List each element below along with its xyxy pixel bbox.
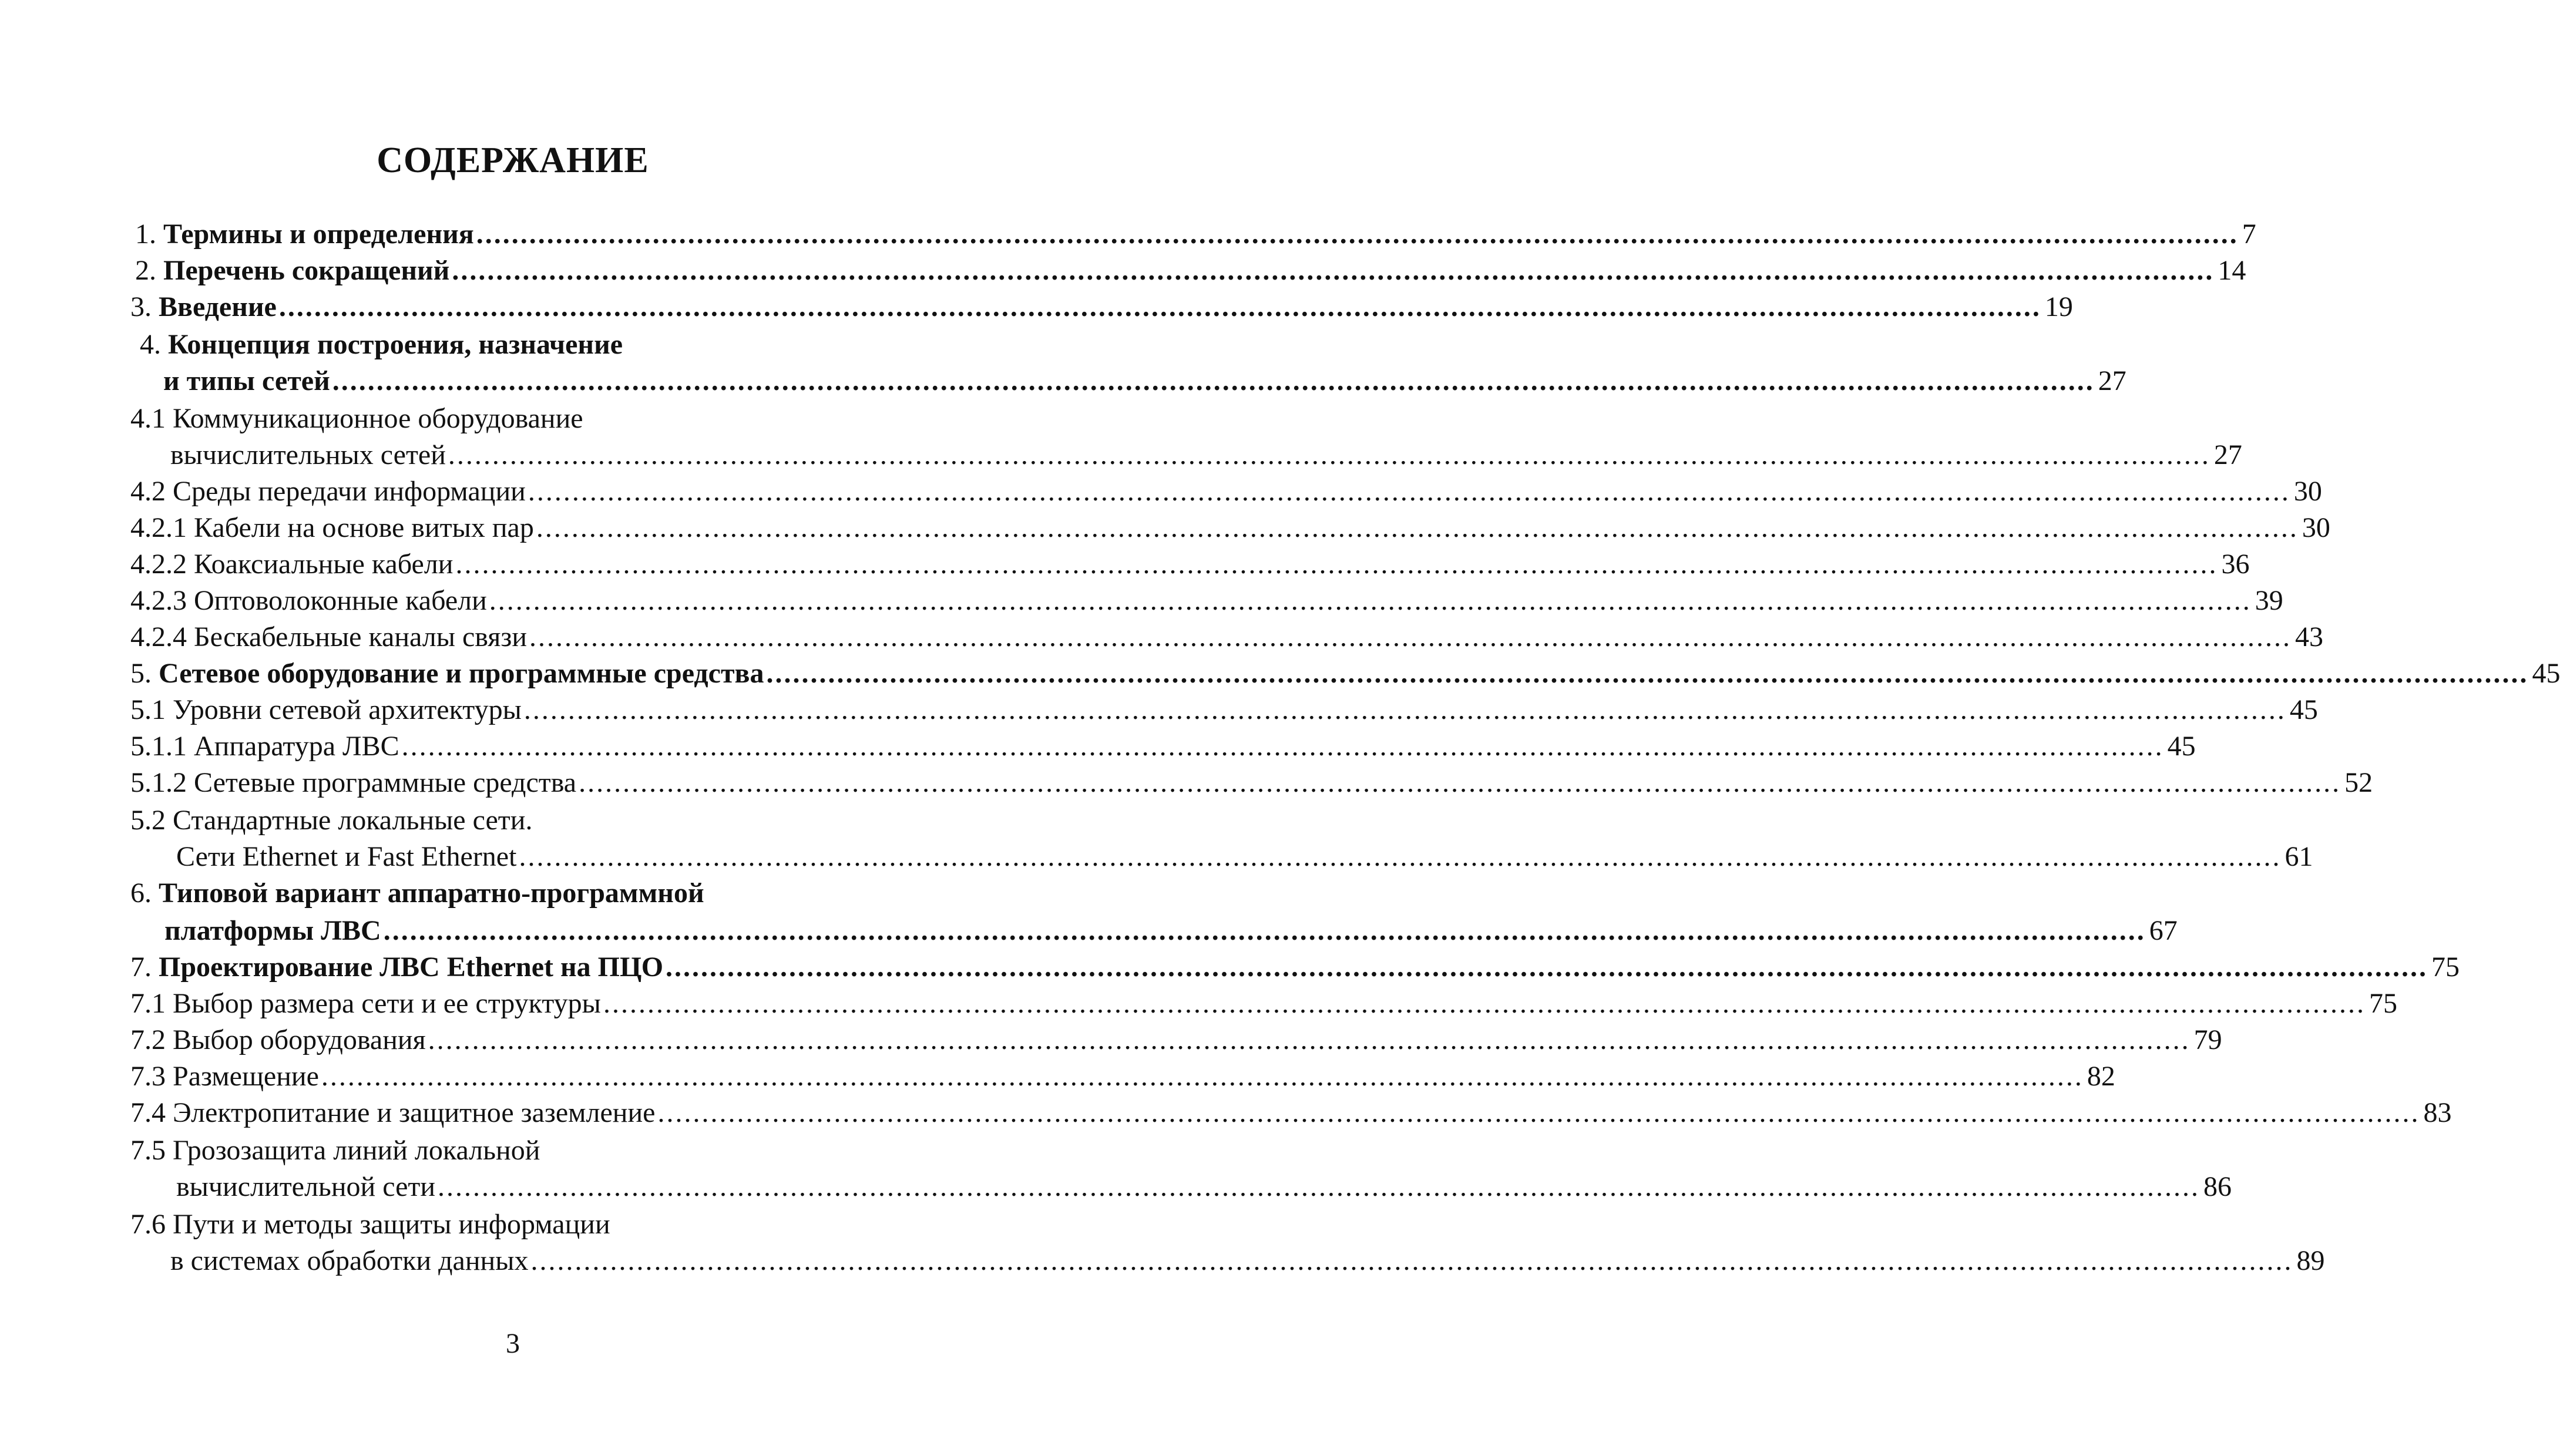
toc-entry-text: Пути и методы защиты информации: [173, 1209, 610, 1240]
toc-entry: [130, 1206, 610, 1243]
toc-entry: [130, 802, 532, 839]
page-number: 3: [506, 1328, 520, 1359]
toc-entry-page: 67: [2149, 915, 2178, 946]
toc-entry-number: 4.2: [130, 476, 173, 507]
dot-leader: ........................................................................................................................................................................................................: [332, 365, 2095, 396]
toc-entry-text: Коаксиальные кабели: [194, 549, 453, 580]
dot-leader: ........................................................................................................................................................................................................: [603, 988, 2366, 1019]
dot-leader: ........................................................................................................................................................................................................: [452, 255, 2215, 286]
toc-entry-text: вычислительных сетей: [170, 439, 446, 470]
toc-entry-text: Перечень сокращений: [163, 255, 450, 286]
toc-entry-page: 52: [2344, 767, 2373, 798]
toc-entry-page: 7: [2242, 218, 2256, 250]
toc-entry: [170, 437, 2242, 473]
toc-entry-text: Стандартные локальные сети.: [173, 805, 533, 836]
toc-entry-title: [170, 1243, 528, 1279]
toc-entry-title: [164, 913, 381, 949]
toc-entry: [130, 1132, 540, 1169]
toc-entry-title: [130, 546, 453, 583]
toc-entry-text: Грозозащита линий локальной: [173, 1135, 540, 1166]
toc-entry-number: 7.3: [130, 1061, 173, 1092]
toc-entry-number: 3.: [130, 291, 159, 322]
toc-entry-text: в системах обработки данных: [170, 1245, 529, 1276]
toc-entry: [164, 913, 2178, 949]
toc-entry-title: [140, 327, 623, 363]
toc-entry: [130, 546, 2250, 583]
toc-entry: [176, 1169, 2232, 1205]
toc-entry-title: [130, 875, 704, 912]
toc-entry: [130, 728, 2196, 765]
toc-entry-title: [163, 363, 330, 399]
toc-entry-title: [135, 216, 474, 253]
toc-entry-title: [130, 986, 601, 1022]
toc-entry: [176, 839, 2313, 875]
dot-leader: ........................................................................................................................................................................................................: [657, 1097, 2420, 1128]
toc-entry-number: 4.2.2: [130, 549, 194, 580]
toc-entry-number: 7.1: [130, 988, 173, 1019]
toc-entry-text: Коммуникационное оборудование: [173, 403, 583, 434]
toc-entry-title: [130, 583, 487, 619]
toc-entry-page: 82: [2087, 1061, 2115, 1092]
toc-entry-title: [135, 253, 449, 289]
toc-entry-page: 45: [2289, 694, 2318, 725]
dot-leader: ........................................................................................................................................................................................................: [489, 585, 2252, 616]
toc-entry-number: 5.1.2: [130, 767, 194, 798]
dot-leader: ........................................................................................................................................................................................................: [383, 915, 2146, 946]
dot-leader: ........................................................................................................................................................................................................: [528, 476, 2290, 507]
toc-entry-number: 5.1: [130, 694, 173, 725]
toc-entry-page: 30: [2302, 512, 2330, 543]
toc-entry-number: 4.2.3: [130, 585, 194, 616]
toc-entry: [140, 327, 623, 363]
toc-entry-text: Сетевое оборудование и программные средства: [159, 658, 764, 689]
toc-entry-text: Аппаратура ЛВС: [194, 731, 399, 762]
dot-leader: ........................................................................................................................................................................................................: [519, 841, 2282, 872]
toc-entry: [130, 583, 2283, 619]
toc-entry: [130, 949, 2460, 986]
toc-entry-title: [130, 510, 534, 546]
toc-entry-title: [130, 619, 527, 655]
toc-entry-text: Бескабельные каналы связи: [194, 621, 528, 653]
toc-entry-number: 5.: [130, 658, 159, 689]
toc-entry: [130, 986, 2397, 1022]
page-title: СОДЕРЖАНИЕ: [377, 140, 649, 180]
toc-entry-page: 19: [2044, 291, 2073, 322]
dot-leader: ........................................................................................................................................................................................................: [278, 291, 2041, 322]
toc-entry-title: [130, 1022, 426, 1058]
toc-entry-page: 75: [2368, 988, 2397, 1019]
toc-entry-page: 14: [2218, 255, 2246, 286]
toc-entry-number: 2.: [135, 255, 163, 286]
toc-entry-text: Типовой вариант аппаратно-программной: [159, 877, 704, 909]
toc-entry-title: [130, 1132, 540, 1169]
toc-entry-text: Сети Ethernet и Fast Ethernet: [176, 841, 517, 872]
dot-leader: ........................................................................................................................................................................................................: [428, 1024, 2191, 1055]
toc-entry-page: 61: [2284, 841, 2313, 872]
toc-entry-page: 45: [2532, 658, 2560, 689]
toc-entry: [130, 1095, 2452, 1131]
toc-entry-text: Концепция построения, назначение: [168, 329, 623, 360]
toc-entry-number: 6.: [130, 877, 159, 909]
toc-entry: [130, 619, 2324, 655]
dot-leader: ........................................................................................................................................................................................................: [476, 218, 2239, 250]
dot-leader: ........................................................................................................................................................................................................: [766, 658, 2529, 689]
dot-leader: ........................................................................................................................................................................................................: [579, 767, 2341, 798]
toc-entry-number: 7.: [130, 951, 159, 983]
dot-leader: ........................................................................................................................................................................................................: [666, 951, 2428, 983]
toc-entry-text: Выбор оборудования: [173, 1024, 426, 1055]
toc-entry-text: платформы ЛВС: [164, 915, 381, 946]
toc-entry-number: 1.: [135, 218, 163, 250]
toc-entry-text: Размещение: [173, 1061, 319, 1092]
toc-entry-page: 39: [2255, 585, 2283, 616]
dot-leader: ........................................................................................................................................................................................................: [536, 512, 2299, 543]
toc-entry-page: 27: [2213, 439, 2242, 470]
toc-entry-number: 7.2: [130, 1024, 173, 1055]
toc-entry-text: Среды передачи информации: [173, 476, 526, 507]
toc-entry-text: Оптоволоконные кабели: [194, 585, 487, 616]
toc-entry-number: 4.2.1: [130, 512, 194, 543]
toc-entry-title: [130, 1058, 319, 1095]
toc-entry-title: [130, 289, 277, 325]
toc-entry-number: 5.1.1: [130, 731, 194, 762]
toc-entry-title: [130, 1095, 655, 1131]
toc-entry-text: Выбор размера сети и ее структуры: [173, 988, 601, 1019]
toc-entry-page: 75: [2431, 951, 2460, 983]
toc-entry: [135, 216, 2256, 253]
toc-entry: [130, 289, 2073, 325]
toc-entry: [130, 510, 2330, 546]
toc-entry: [130, 401, 583, 437]
toc-entry-text: и типы сетей: [163, 365, 330, 396]
toc-entry-title: [130, 1206, 610, 1243]
dot-leader: ........................................................................................................................................................................................................: [438, 1171, 2200, 1202]
toc-entry-number: 7.6: [130, 1209, 173, 1240]
toc-entry-page: 45: [2167, 731, 2196, 762]
dot-leader: ........................................................................................................................................................................................................: [455, 549, 2218, 580]
toc-entry-title: [130, 401, 583, 437]
toc-entry-page: 83: [2423, 1097, 2452, 1128]
toc-entry-title: [130, 692, 522, 728]
dot-leader: ........................................................................................................................................................................................................: [529, 621, 2292, 653]
toc-entry-title: [176, 1169, 435, 1205]
toc-entry: [130, 1058, 2115, 1095]
toc-entry-text: Кабели на основе витых пар: [194, 512, 534, 543]
toc-entry-number: 7.4: [130, 1097, 173, 1128]
toc-entry-text: Проектирование ЛВС Ethernet на ПЦО: [159, 951, 664, 983]
toc-entry-title: [130, 655, 764, 692]
toc-entry-text: Электропитание и защитное заземление: [173, 1097, 656, 1128]
toc-entry-title: [130, 802, 532, 839]
dot-leader: ........................................................................................................................................................................................................: [530, 1245, 2293, 1276]
toc-entry-text: вычислительной сети: [176, 1171, 436, 1202]
toc-entry-title: [130, 949, 663, 986]
toc-entry-page: 43: [2295, 621, 2324, 653]
dot-leader: ........................................................................................................................................................................................................: [523, 694, 2286, 725]
toc-entry-title: [130, 765, 576, 801]
toc-entry-text: Сетевые программные средства: [194, 767, 577, 798]
toc-entry-title: [130, 728, 399, 765]
toc-entry-page: 30: [2293, 476, 2322, 507]
toc-entry-title: [176, 839, 516, 875]
dot-leader: ........................................................................................................................................................................................................: [448, 439, 2210, 470]
toc-entry-number: 4.: [140, 329, 168, 360]
toc-entry: [170, 1243, 2325, 1279]
toc-entry: [130, 692, 2318, 728]
toc-entry-page: 89: [2296, 1245, 2325, 1276]
toc-entry: [130, 655, 2560, 692]
toc-entry: [130, 1022, 2222, 1058]
toc-entry: [163, 363, 2126, 399]
toc-entry-page: 79: [2193, 1024, 2222, 1055]
toc-entry-text: Введение: [159, 291, 277, 322]
toc-entry-text: Термины и определения: [163, 218, 474, 250]
toc-entry: [130, 765, 2373, 801]
toc-entry-title: [170, 437, 446, 473]
toc-entry: [130, 473, 2322, 510]
toc-entry: [130, 875, 704, 912]
toc-entry: [135, 253, 2246, 289]
toc-entry-page: 27: [2098, 365, 2126, 396]
toc-entry-page: 86: [2203, 1171, 2232, 1202]
toc-entry-text: Уровни сетевой архитектуры: [173, 694, 522, 725]
toc-entry-number: 7.5: [130, 1135, 173, 1166]
toc-entry-title: [130, 473, 526, 510]
toc-entry-number: 4.1: [130, 403, 173, 434]
dot-leader: ........................................................................................................................................................................................................: [321, 1061, 2084, 1092]
toc-entry-number: 4.2.4: [130, 621, 194, 653]
toc-entry-page: 36: [2221, 549, 2250, 580]
toc-entry-number: 5.2: [130, 805, 173, 836]
dot-leader: ........................................................................................................................................................................................................: [401, 731, 2164, 762]
